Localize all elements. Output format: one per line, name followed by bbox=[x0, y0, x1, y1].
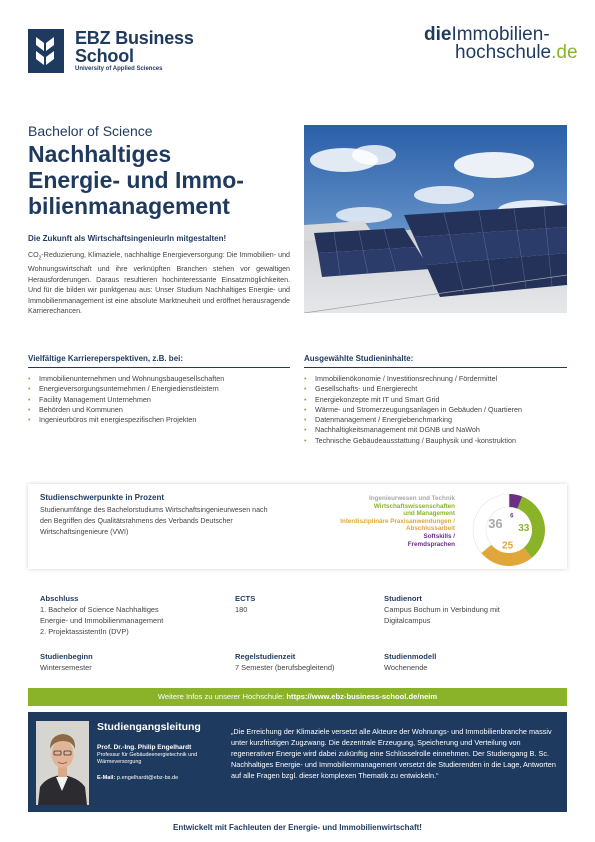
title-line1: Nachhaltiges bbox=[28, 141, 172, 167]
fact-value: 1. Bachelor of Science Nachhaltiges bbox=[40, 605, 159, 614]
focus-title: Studienschwerpunkte in Prozent bbox=[40, 493, 165, 502]
intro-text bbox=[28, 250, 290, 317]
fact-abschluss bbox=[40, 593, 220, 637]
legend-item: Softskills / bbox=[423, 532, 455, 540]
fact-value: 7 Semester (berufsbegleitend) bbox=[235, 663, 335, 672]
site-logo-part3: hochschule bbox=[455, 42, 552, 63]
school-name-line2: School bbox=[75, 46, 134, 66]
school-name-line1: EBZ Business bbox=[75, 28, 194, 48]
study-focus-box bbox=[28, 484, 567, 569]
intro-co2-subscript: 2 bbox=[38, 255, 42, 262]
legend-item: Ingenieurwesen und Technik bbox=[369, 495, 455, 502]
page-title bbox=[28, 141, 298, 219]
list-item: • Nachhaltigkeitsmanagement mit DGNB und NaWoh bbox=[304, 425, 567, 435]
email-link[interactable]: p.engelhardt@ebz-bs.de bbox=[116, 775, 179, 781]
career-list bbox=[28, 374, 290, 425]
fact-value: Energie- und Immobilienmanagement bbox=[40, 616, 164, 625]
focus-legend bbox=[340, 495, 455, 548]
footer-slogan: Entwickelt mit Fachleuten der Energie- und Immobilienwirtschaft! bbox=[173, 823, 422, 832]
donut-label: 36 bbox=[488, 516, 503, 532]
fact-value: Wintersemester bbox=[40, 663, 92, 672]
site-logo-part2: Immobilien- bbox=[451, 24, 550, 45]
site-logo-part1: die bbox=[424, 24, 452, 45]
intro-co: CO bbox=[28, 251, 39, 259]
fact-value: Digitalcampus bbox=[384, 616, 431, 625]
study-contents-section bbox=[304, 354, 567, 446]
list-item: • Gesellschafts- und Energierecht bbox=[304, 384, 567, 394]
title-line3: bilienmanagement bbox=[28, 193, 230, 219]
legend-item: Interdisziplinäre Praxisanwendungen / bbox=[340, 517, 455, 525]
legend-item: Abschlussarbeit bbox=[406, 525, 455, 533]
donut-label: 33 bbox=[518, 523, 530, 535]
program-director-box bbox=[28, 712, 567, 812]
legend-item: Wirtschaftswissenschaften bbox=[373, 502, 455, 510]
fact-label: Studienbeginn bbox=[40, 652, 93, 661]
director-email bbox=[97, 775, 178, 781]
donut-label: 6 bbox=[510, 513, 514, 520]
focus-description: Studienumfänge des Bachelorstudiums Wirtschaftsingenieurwesen nach den Begriffen des Qualitätsrahmens des Verbands Deutscher Wirtschaftsingenieure (VWI) bbox=[40, 506, 268, 536]
list-item: • Facility Management Unternehmen bbox=[28, 395, 290, 405]
school-name bbox=[75, 29, 194, 65]
fact-regelstudienzeit bbox=[235, 651, 375, 673]
director-heading: Studiengangsleitung bbox=[97, 721, 201, 733]
legend-item: Fremdsprachen bbox=[407, 540, 455, 548]
fact-value: Campus Bochum in Verbindung mit bbox=[384, 605, 500, 614]
email-label: E-Mail: bbox=[97, 775, 116, 781]
solar-panel-photo bbox=[304, 125, 567, 313]
fact-studienmodell bbox=[384, 651, 559, 673]
site-logo-part4: .de bbox=[551, 42, 578, 63]
site-logo[interactable] bbox=[424, 26, 578, 62]
tagline: Die Zukunft als WirtschaftsingenieurIn mitgestalten! bbox=[28, 234, 227, 243]
degree-label: Bachelor of Science bbox=[28, 123, 153, 139]
title-line2: Energie- und Immo- bbox=[28, 167, 244, 193]
donut-label: 25 bbox=[502, 540, 514, 552]
fact-label: Studienmodell bbox=[384, 652, 437, 661]
fact-label: Studienort bbox=[384, 594, 422, 603]
career-section bbox=[28, 354, 290, 425]
career-heading: Vielfältige Karriereperspektiven, z.B. bei: bbox=[28, 354, 290, 368]
website-link[interactable]: https://www.ebz-business-school.de/neim bbox=[286, 692, 438, 701]
fact-ects bbox=[235, 593, 355, 615]
list-item: • Technische Gebäudeausstattung / Bauphysik und -konstruktion bbox=[304, 436, 567, 446]
intro-body: -Reduzierung, Klimaziele, nachhaltige Energieversorgung: Die Immobilien- und Wohnungswirtschaft und ihre verknüpften Branchen stehen vor gewaltigen Herausforderungen. Daraus resultieren hochinteressante Einsatzmöglichkeiten. Und für die bilden wir punktgenau aus: Unser Studium Nachhaltiges Energie- und Immobilienmanagement ist eine absolute Marktneuheit und eröffnet herausragende Karrierechancen. bbox=[28, 251, 290, 316]
study-contents-list bbox=[304, 374, 567, 446]
list-item: • Energiekonzepte mit IT und Smart Grid bbox=[304, 395, 567, 405]
list-item: • Behörden und Kommunen bbox=[28, 405, 290, 415]
director-name: Prof. Dr.-Ing. Philip Engelhardt bbox=[97, 744, 192, 751]
fact-value: Wochenende bbox=[384, 663, 428, 672]
fact-value: 180 bbox=[235, 605, 248, 614]
fact-label: ECTS bbox=[235, 594, 256, 603]
fact-studienort bbox=[384, 593, 559, 626]
study-contents-heading: Ausgewählte Studieninhalte: bbox=[304, 354, 567, 368]
fact-label: Abschluss bbox=[40, 594, 79, 603]
list-item: • Energieversorgungsunternehmen / Energiedienstleistern bbox=[28, 384, 290, 394]
director-role: Professur für Gebäudeenergietechnik und Wärmeversorgung bbox=[97, 752, 198, 765]
fact-label: Regelstudienzeit bbox=[235, 652, 296, 661]
director-portrait-photo bbox=[36, 721, 89, 805]
school-subtitle: University of Applied Sciences bbox=[75, 66, 163, 72]
legend-item: und Management bbox=[403, 510, 455, 518]
ebz-logo-mark bbox=[28, 29, 64, 73]
fact-studienbeginn bbox=[40, 651, 220, 673]
list-item: • Datenmanagement / Energiebenchmarking bbox=[304, 415, 567, 425]
list-item: • Ingenieurbüros mit energiespezifischen Projekten bbox=[28, 415, 290, 425]
director-quote: „Die Erreichung der Klimaziele versetzt alle Akteure der Wohnungs- und Immobilienbranche massiv unter kurzfristigen Zugzwang. Die dezentrale Erzeugung, Speicherung und Verteilung von regenerativer Energie wird dabei zukünftig eine Schlüsselrolle einnehmen. Der Studiengang B. Sc. Nachhaltiges Energie- und Immobilienmanagement versetzt die Studierenden in die Lage, Antworten auf alle Fragen bzgl. dieser komplexen Thematik zu entwickeln.“ bbox=[231, 727, 556, 781]
info-bar-text: Weitere Infos zu unserer Hochschule: bbox=[157, 692, 287, 701]
list-item: • Wärme- und Stromerzeugungsanlagen in Gebäuden / Quartieren bbox=[304, 405, 567, 415]
info-bar bbox=[28, 688, 567, 706]
list-item: • Immobilienökonomie / Investitionsrechnung / Fördermittel bbox=[304, 374, 567, 384]
fact-value: 2. ProjektassistentIn (DVP) bbox=[40, 627, 129, 636]
focus-donut-chart bbox=[472, 493, 546, 567]
ebz-logo-icon bbox=[28, 29, 64, 73]
list-item: • Immobilienunternehmen und Wohnungsbaugesellschaften bbox=[28, 374, 290, 384]
